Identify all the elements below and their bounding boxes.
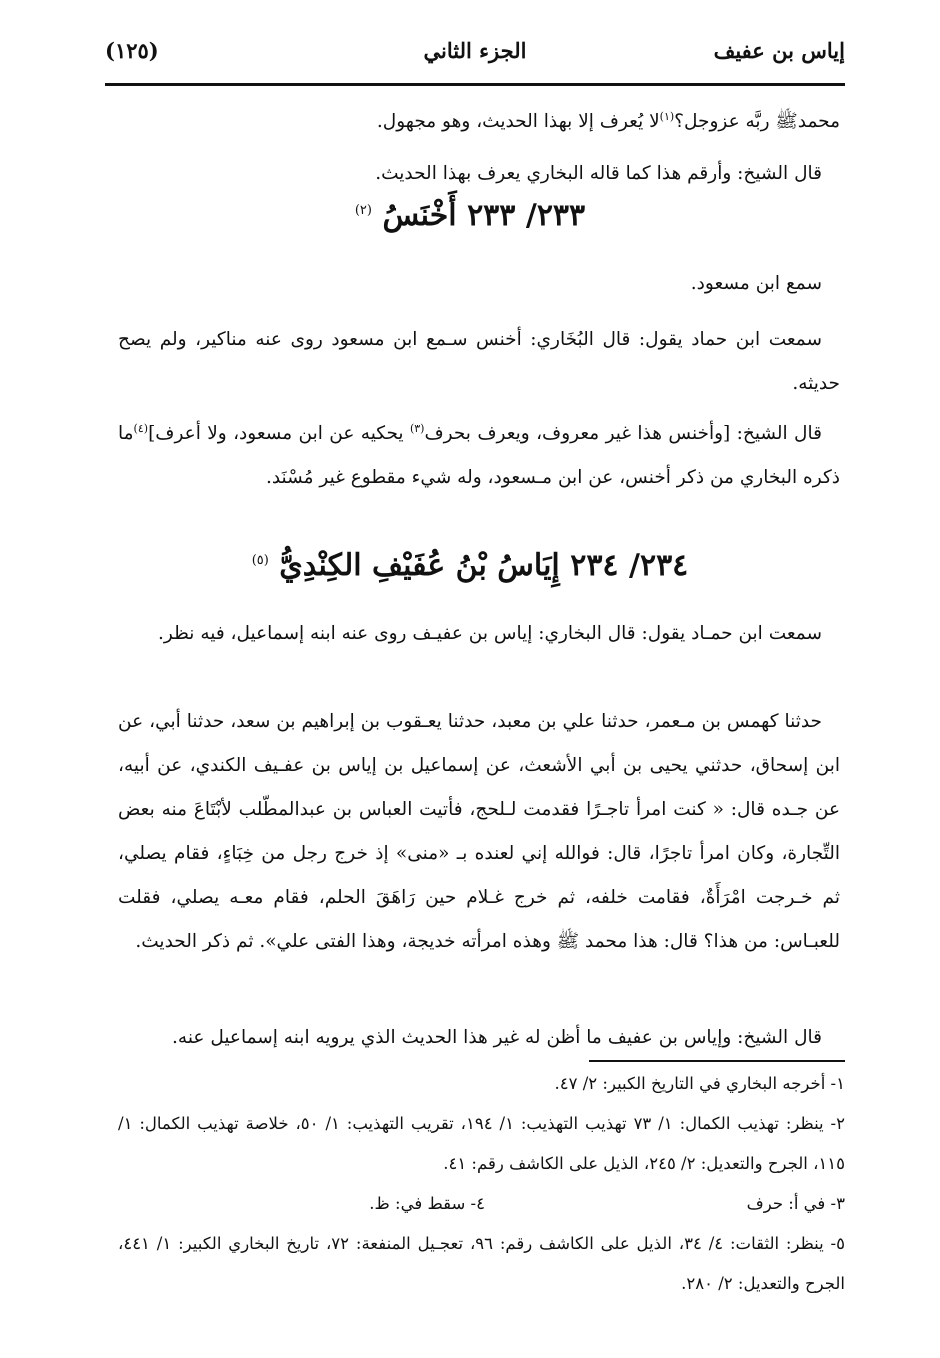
paragraph-5-part-2: يحكيه عن ابن مسعود، ولا أعرف] bbox=[148, 423, 410, 444]
footnote-rule bbox=[589, 1060, 845, 1062]
entry-title-233 bbox=[0, 198, 940, 233]
header-rule bbox=[105, 83, 845, 86]
footnote-ref-2: (٢) bbox=[354, 203, 372, 218]
paragraph-1-rest: لا يُعرف إلا بهذا الحديث، وهو مجهول. bbox=[376, 111, 660, 132]
paragraph-1-text: محمدﷺ ربَّه عزوجل؟ bbox=[674, 111, 840, 132]
footnote-ref-4: (٤) bbox=[133, 421, 149, 435]
footnote-1: ١- أخرجه البخاري في التاريخ الكبير: ٢/ ٤٧. bbox=[554, 1074, 845, 1093]
paragraph-2: قال الشيخ: وأرقم هذا كما قاله البخاري يعرف بهذا الحديث. bbox=[375, 163, 822, 184]
running-head-volume: الجزء الثاني bbox=[423, 38, 527, 63]
paragraph-4: سمعت ابن حماد يقول: قال البُخَاري: أخنس سـمع ابن مسعود روى عنه مناكير، ولم يصح حديثه. bbox=[118, 329, 840, 394]
paragraph-7-hadith: حدثنا كهمس بن مـعمر، حدثنا علي بن معبد، حدثنا يعـقوب بن إبراهيم بن سعد، حدثنا أبي، عن ابن إسحاق، حدثني يحيى بن أبي الأشعث، عن إسماعيل بن إياس بن عفـيف الكندي، عن أبيه، عن جـده قال: « كنت امرأ تاجـرًا فقدمت لـلحج، فأتيت العباس بن عبدالمطّلب لأبْتَاعَ منه بعض التِّجارة، وكان امرأ تاجرًا، قال: فوالله إني لعنده بـ «منى» إذ خرج رجل من خِبَاءٍ، فقام يصلي، ثم خـرجت امْرَأَةٌ، فقامت خلفه، ثم خرج غـلام حين رَاهَقَ الحلم، فقام معـه يصلي، فقلت للعبـاس: من هذا؟ قال: هذا محمد ﷺ وهذه امرأته خديجة، وهذا الفتى علي». ثم ذكر الحديث. bbox=[118, 711, 840, 952]
footnote-ref-5: (٥) bbox=[251, 553, 269, 568]
page-number: (١٢٥) bbox=[105, 38, 159, 63]
footnote-3: ٣- في أ: حرف bbox=[746, 1194, 845, 1213]
footnote-ref-1: (١) bbox=[659, 109, 675, 123]
footnote-ref-3: (٣) bbox=[409, 421, 425, 435]
page-header bbox=[105, 38, 845, 78]
footnote-2: ٢- ينظر: تهذيب الكمال: ١/ ٧٣ تهذيب التهذيب: ١/ ١٩٤، تقريب التهذيب: ١/ ٥٠، خلاصة تهذيب الكمال: ١/ ١١٥، الجرح والتعديل: ٢/ ٢٤٥، الذيل على الكاشف رقم: ٤١. bbox=[118, 1114, 846, 1173]
footnote-4: ٤- سقط في: ظ. bbox=[369, 1194, 485, 1213]
paragraph-5-part-1: قال الشيخ: [وأخنس هذا غير معروف، ويعرف بحرف bbox=[424, 423, 822, 444]
paragraph-1 bbox=[118, 100, 840, 144]
paragraph-5-part-3: ما ذكره البخاري من ذكر أخنس، عن ابن مـسعود، وله شيء مقطوع غير مُسْنَد. bbox=[118, 423, 840, 488]
entry-title-234 bbox=[0, 548, 940, 583]
entry-title-233-text: ٢٣٣/ ٢٣٣ أَخْنَسُ bbox=[382, 198, 586, 233]
entry-title-234-text: ٢٣٤/ ٢٣٤ إِيَاسُ بْنُ عُفَيْفِ الكِنْدِيُّ bbox=[279, 548, 689, 583]
running-head-entry: إياس بن عفيف bbox=[713, 38, 845, 63]
paragraph-5 bbox=[118, 412, 840, 500]
paragraph-8: قال الشيخ: وإياس بن عفيف ما أظن له غير هذا الحديث الذي يرويه ابنه إسماعيل عنه. bbox=[172, 1027, 822, 1048]
paragraph-3: سمع ابن مسعود. bbox=[690, 273, 822, 294]
footnote-5: ٥- ينظر: الثقات: ٤/ ٣٤، الذيل على الكاشف رقم: ٩٦، تعجـيل المنفعة: ٧٢، تاريخ البخاري الكبير: ١/ ٤٤١، الجرح والتعديل: ٢/ ٢٨٠. bbox=[118, 1234, 845, 1293]
paragraph-6: سمعت ابن حمـاد يقول: قال البخاري: إياس بن عفيـف روى عنه ابنه إسماعيل، فيه نظر. bbox=[158, 623, 822, 644]
footnote-row-3-4 bbox=[118, 1184, 845, 1224]
